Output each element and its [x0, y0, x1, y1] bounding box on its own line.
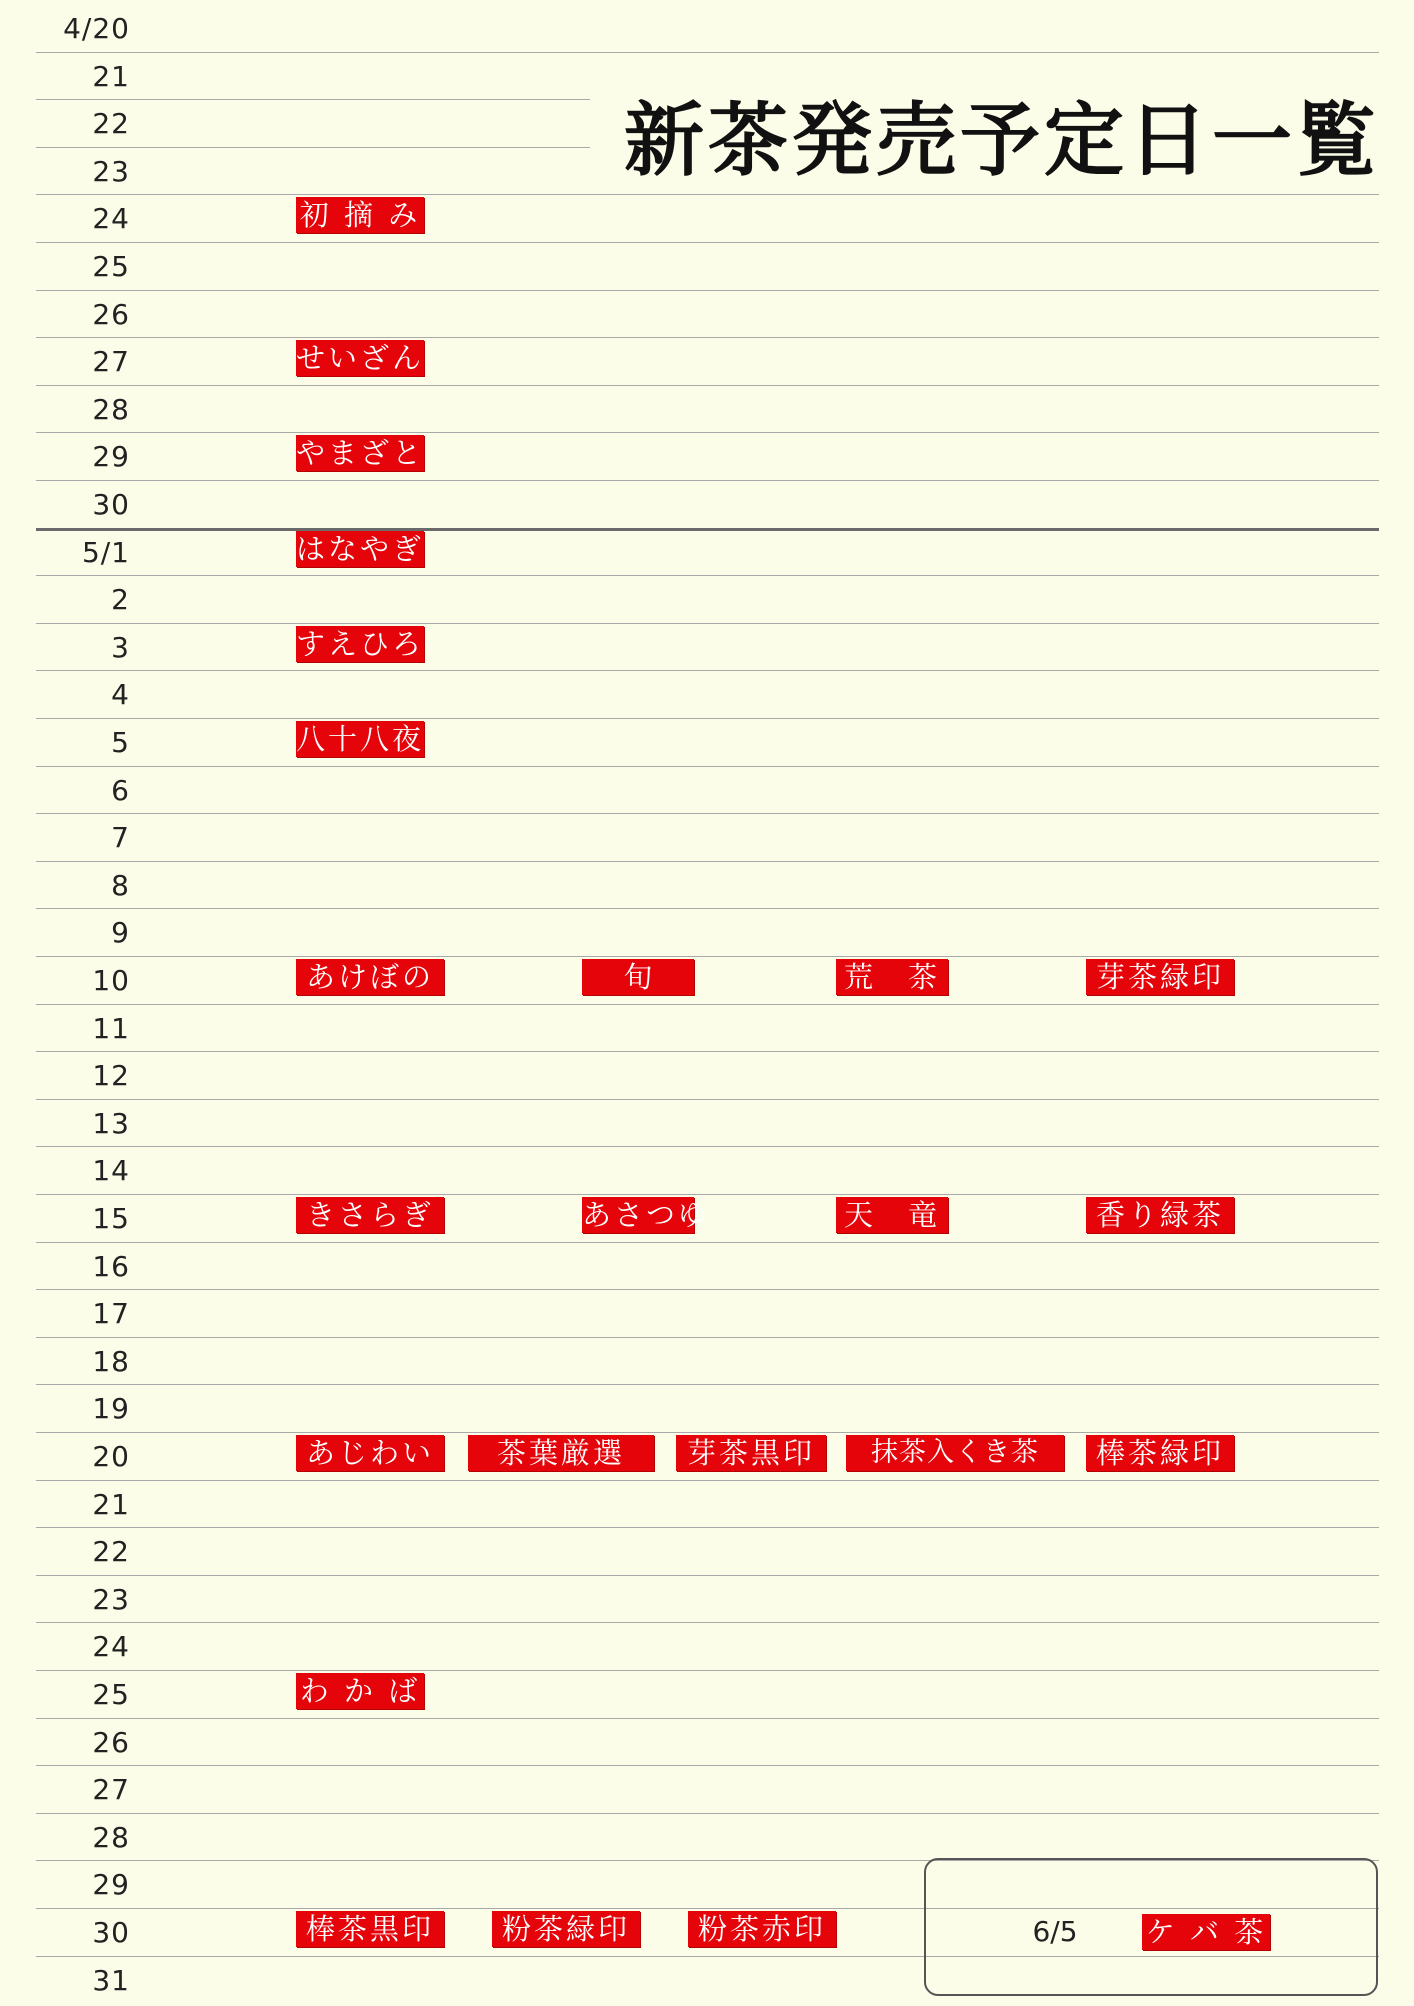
tea-tag: 茶葉厳選 [468, 1435, 654, 1471]
row-date: 29 [92, 440, 130, 474]
row-date: 23 [92, 154, 130, 188]
row-date: 12 [92, 1059, 130, 1093]
table-row [36, 1337, 1379, 1386]
table-row [36, 385, 1379, 434]
row-date: 2 [111, 583, 130, 617]
row-date: 4 [111, 678, 130, 712]
note-tea-tag: ケ バ 茶 [1142, 1914, 1270, 1950]
row-date: 17 [92, 1297, 130, 1331]
row-date: 16 [92, 1249, 130, 1283]
tea-tag: 粉茶緑印 [492, 1911, 640, 1947]
row-date: 10 [92, 964, 130, 997]
table-row [36, 337, 1379, 386]
table-row [36, 1242, 1379, 1291]
row-date: 13 [92, 1106, 130, 1140]
row-date: 28 [92, 1820, 130, 1854]
row-date: 7 [111, 821, 130, 855]
table-row [36, 813, 1379, 862]
tea-tag: はなやぎ [296, 531, 425, 566]
note-date: 6/5 [1032, 1915, 1078, 1948]
tea-tag: 棒茶緑印 [1086, 1435, 1234, 1471]
table-row [36, 1622, 1379, 1671]
table-row [36, 1099, 1379, 1148]
table-row [36, 1527, 1379, 1576]
table-row [36, 908, 1379, 957]
table-row [36, 1432, 1379, 1481]
row-date: 11 [92, 1011, 130, 1045]
tea-tag: 香り緑茶 [1086, 1197, 1234, 1233]
tea-tag: 芽茶黒印 [676, 1435, 826, 1471]
title-area [590, 72, 1380, 187]
row-date: 30 [92, 488, 130, 521]
page-title: 新茶発売予定日一覧 [624, 93, 1380, 187]
table-row [36, 4, 1379, 53]
row-date: 3 [111, 630, 130, 664]
table-row [36, 1575, 1379, 1624]
table-row [36, 575, 1379, 624]
row-date: 6 [111, 773, 130, 807]
row-date: 30 [92, 1916, 130, 1949]
row-date: 22 [92, 1535, 130, 1569]
table-row [36, 1289, 1379, 1338]
tea-tag: あさつゆ [582, 1198, 711, 1232]
row-date: 25 [92, 1678, 130, 1711]
row-date: 9 [111, 916, 130, 950]
row-date: 26 [92, 297, 130, 331]
row-date: 15 [92, 1202, 130, 1235]
tea-tag: 初 摘 み [296, 197, 424, 233]
tea-tag: すえひろ [296, 626, 425, 661]
table-row [36, 1480, 1379, 1529]
table-row [36, 528, 1379, 577]
row-date: 8 [111, 868, 130, 902]
tea-tag: 旬 [582, 959, 694, 995]
tea-tag: せいざん [296, 341, 425, 376]
row-date: 22 [92, 107, 130, 141]
tea-tag: 八十八夜 [296, 722, 425, 756]
table-row [36, 1051, 1379, 1100]
tea-tag: 荒 茶 [836, 959, 948, 995]
row-date: 27 [92, 1773, 130, 1807]
row-date: 5 [111, 726, 130, 759]
row-date: 26 [92, 1725, 130, 1759]
row-date: 23 [92, 1582, 130, 1616]
row-date: 18 [92, 1344, 130, 1378]
table-row [36, 861, 1379, 910]
table-row [36, 1813, 1379, 1862]
tea-tag: 棒茶黒印 [296, 1911, 444, 1947]
row-date: 29 [92, 1868, 130, 1902]
row-date: 24 [92, 1630, 130, 1664]
table-row [36, 766, 1379, 815]
tea-tag: わ か ば [296, 1673, 424, 1709]
row-date: 14 [92, 1154, 130, 1188]
table-row [36, 1670, 1379, 1719]
table-row [36, 432, 1379, 481]
row-date: 4/20 [63, 12, 130, 45]
table-row [36, 1384, 1379, 1433]
tea-tag: 天 竜 [836, 1197, 948, 1233]
row-date: 5/1 [81, 535, 130, 569]
table-row [36, 290, 1379, 339]
tea-tag: やまざと [296, 436, 425, 471]
table-row [36, 670, 1379, 719]
tea-tag: あじわい [296, 1435, 444, 1471]
table-row [36, 1004, 1379, 1053]
table-row [36, 623, 1379, 672]
row-date: 25 [92, 250, 130, 283]
table-row [36, 480, 1379, 531]
table-row [36, 242, 1379, 291]
tea-tag: あけぼの [296, 959, 444, 995]
row-date: 21 [92, 1487, 130, 1521]
tea-tag: 抹茶入くき茶 [846, 1435, 1064, 1471]
table-row [36, 1146, 1379, 1195]
table-row [36, 1765, 1379, 1814]
tea-tag: 粉茶赤印 [688, 1911, 836, 1947]
row-date: 19 [92, 1392, 130, 1426]
table-row [36, 956, 1379, 1005]
tea-tag: きさらぎ [296, 1197, 444, 1233]
tea-tag: 芽茶緑印 [1086, 959, 1234, 995]
table-row [36, 1718, 1379, 1767]
row-date: 27 [92, 345, 130, 379]
table-row [36, 1194, 1379, 1243]
row-date: 20 [92, 1440, 130, 1473]
table-row [36, 194, 1379, 243]
table-row [36, 718, 1379, 767]
row-date: 28 [92, 392, 130, 426]
row-date: 31 [92, 1963, 130, 1997]
row-date: 21 [92, 59, 130, 93]
row-date: 24 [92, 202, 130, 236]
